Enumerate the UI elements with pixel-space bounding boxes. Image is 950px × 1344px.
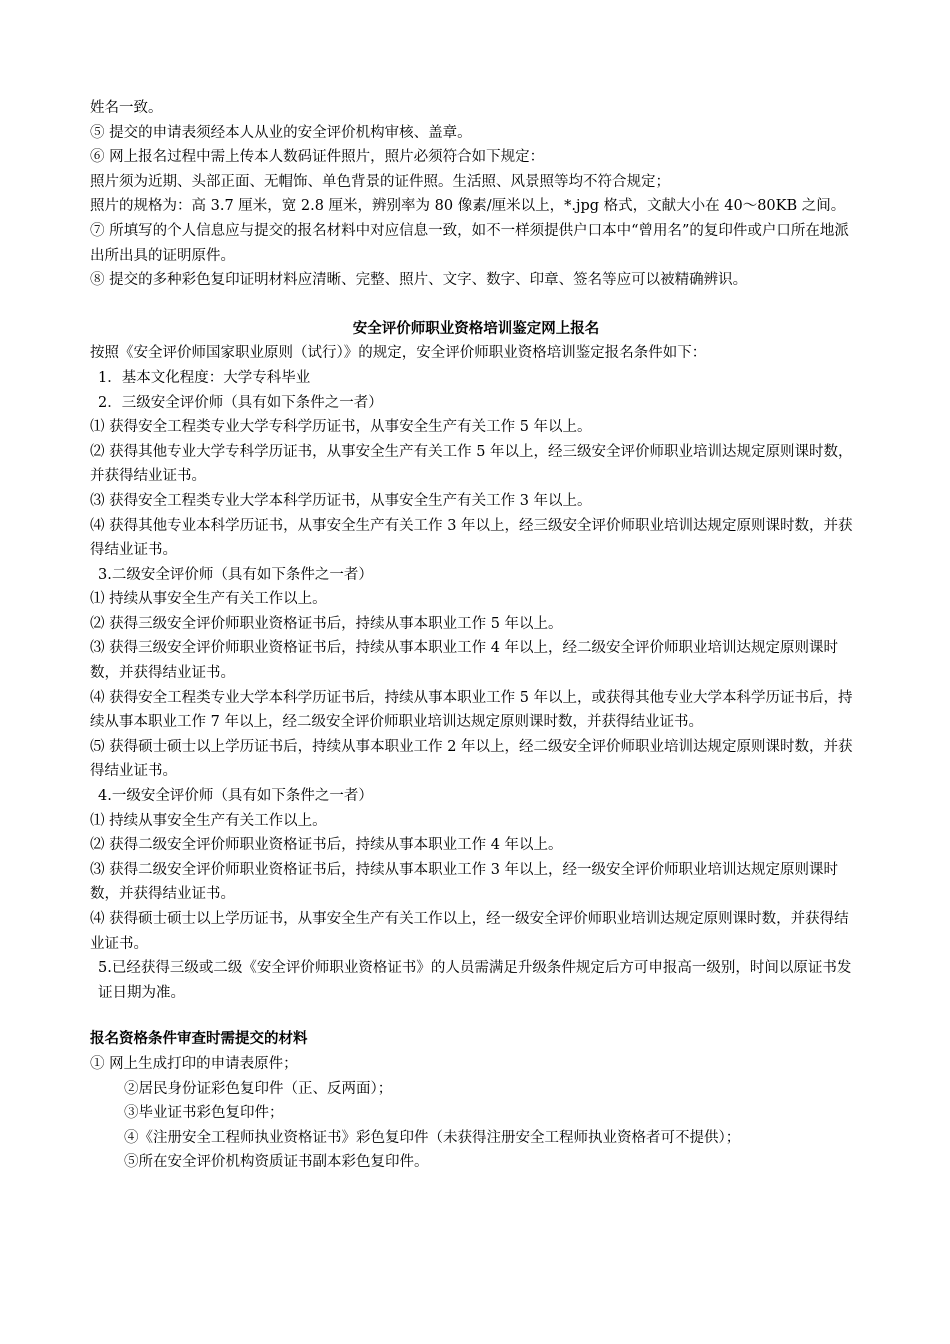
sub-item: ⑵ 获得其他专业大学专科学历证书，从事安全生产有关工作 5 年以上，经三级安全评价师职业培训达规定原则课时数，并获得结业证书。: [90, 443, 853, 485]
list-item-title: 3.二级安全评价师（具有如下条件之一者）: [98, 566, 373, 583]
paragraph: 姓名一致。: [90, 100, 163, 116]
paragraph: ⑦ 所填写的个人信息应与提交的报名材料中对应信息一致，如不一样须提供户口本中“曾用名”的复印件或户口所在地派出所出具的证明原件。: [90, 222, 849, 264]
paragraph: ⑧ 提交的多种彩色复印证明材料应清晰、完整、照片、文字、数字、印章、签名等应可以被精确辨识。: [90, 272, 748, 289]
spacer: [90, 1005, 862, 1027]
list-item: 5.已经获得三级或二级《安全评价师职业资格证书》的人员需满足升级条件规定后方可申报高一级别，时间以原证书发证日期为准。: [98, 960, 852, 1001]
sub-item: ⑶ 获得安全工程类专业大学本科学历证书，从事安全生产有关工作 3 年以上。: [90, 492, 592, 509]
intro-block: [90, 96, 862, 293]
list-item-title: 4.一级安全评价师（具有如下条件之一者）: [98, 788, 373, 805]
paragraph: 照片须为近期、头部正面、无帽饰、单色背景的证件照。生活照、风景照等均不符合规定；: [90, 173, 670, 190]
list-item-title: 2．三级安全评价师（具有如下条件之一者）: [98, 394, 383, 411]
sub-item: ⑵ 获得二级安全评价师职业资格证书后，持续从事本职业工作 4 年以上。: [90, 837, 563, 854]
registration-section: [90, 317, 862, 1006]
section-title: 报名资格条件审查时需提交的材料: [90, 1030, 308, 1048]
paragraph: ⑤ 提交的申请表须经本人从业的安全评价机构审核、盖章。: [90, 124, 472, 141]
sub-item: ⑷ 获得安全工程类专业大学本科学历证书后，持续从事本职业工作 5 年以上，或获得其他专业大学本科学历证书后，持续从事本职业工作 7 年以上，经二级安全评价师职业培训达规定原则课时数，并获得结业证书。: [90, 689, 853, 731]
materials-section: [90, 1027, 862, 1175]
spacer: [90, 293, 862, 317]
sub-item: ⑷ 获得硕士硕士以上学历证书，从事安全生产有关工作以上，经一级安全评价师职业培训达规定原则课时数，并获得结业证书。: [90, 911, 849, 952]
paragraph: 按照《安全评价师国家职业原则（试行）》的规定，安全评价师职业资格培训鉴定报名条件如下：: [90, 345, 707, 362]
sub-item: ⑵ 获得三级安全评价师职业资格证书后，持续从事本职业工作 5 年以上。: [90, 615, 563, 632]
sub-item: ⑶ 获得三级安全评价师职业资格证书后，持续从事本职业工作 4 年以上，经二级安全评价师职业培训达规定原则课时数，并获得结业证书。: [90, 640, 839, 682]
list-item: ④《注册安全工程师执业资格证书》彩色复印件（未获得注册安全工程师执业资格者可不提供）；: [124, 1129, 741, 1146]
sub-item: ⑶ 获得二级安全评价师职业资格证书后，持续从事本职业工作 3 年以上，经一级安全评价师职业培训达规定原则课时数，并获得结业证书。: [90, 861, 839, 903]
list-item: ③毕业证书彩色复印件；: [124, 1105, 284, 1122]
list-item: ⑤所在安全评价机构资质证书副本彩色复印件。: [124, 1154, 429, 1171]
document-page: [90, 96, 862, 1175]
sub-item: ⑴ 持续从事安全生产有关工作以上。: [90, 812, 327, 829]
section-title: 安全评价师职业资格培训鉴定网上报名: [352, 319, 600, 337]
sub-item: ⑴ 持续从事安全生产有关工作以上。: [90, 591, 327, 608]
sub-item: ⑴ 获得安全工程类专业大学专科学历证书，从事安全生产有关工作 5 年以上。: [90, 419, 592, 436]
list-item: ① 网上生成打印的申请表原件；: [90, 1055, 298, 1072]
sub-item: ⑸ 获得硕士硕士以上学历证书后，持续从事本职业工作 2 年以上，经二级安全评价师职业培训达规定原则课时数，并获得结业证书。: [90, 738, 853, 780]
paragraph: ⑥ 网上报名过程中需上传本人数码证件照片，照片必须符合如下规定：: [90, 149, 545, 166]
list-item: ②居民身份证彩色复印件（正、反两面）；: [124, 1080, 393, 1097]
sub-item: ⑷ 获得其他专业本科学历证书，从事安全生产有关工作 3 年以上，经三级安全评价师职业培训达规定原则课时数，并获得结业证书。: [90, 517, 853, 559]
list-item: 1．基本文化程度：大学专科毕业: [98, 369, 311, 386]
paragraph: 照片的规格为：高 3.7 厘米，宽 2.8 厘米，辨别率为 80 像素/厘米以上，*.jpg 格式，文献大小在 40～80KB 之间。: [90, 198, 846, 215]
